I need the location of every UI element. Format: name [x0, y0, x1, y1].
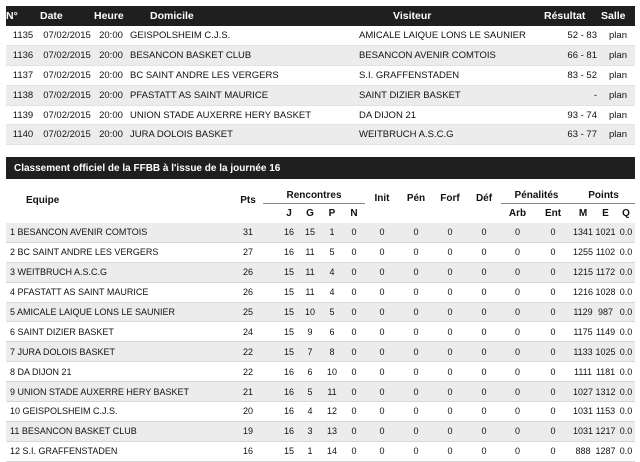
standings-ent: 0	[534, 362, 572, 382]
standings-header-group-row	[6, 179, 635, 204]
standings-ent: 0	[534, 262, 572, 282]
standings-ent: 0	[534, 223, 572, 242]
standings-def: 0	[467, 382, 501, 402]
standings-m: 1341	[572, 223, 594, 242]
header-def: Déf	[475, 193, 493, 204]
match-away-team: AMICALE LAIQUE LONS LE SAUNIER	[341, 26, 544, 45]
standings-j: 16	[279, 402, 299, 422]
standings-forf: 0	[433, 322, 467, 342]
standings-team: 2 BC SAINT ANDRE LES VERGERS	[6, 242, 233, 262]
standings-arb: 0	[501, 262, 534, 282]
standings-row	[6, 362, 635, 382]
standings-pen: 0	[399, 402, 433, 422]
match-row	[6, 45, 635, 65]
standings-row	[6, 342, 635, 362]
match-date: 07/02/2015	[40, 26, 94, 45]
match-row	[6, 65, 635, 85]
standings-e: 1153	[594, 402, 617, 422]
standings-j: 16	[279, 242, 299, 262]
standings-p: 5	[321, 242, 343, 262]
standings-pts: 26	[233, 262, 263, 282]
standings-n: 0	[343, 441, 365, 461]
standings-p: 11	[321, 382, 343, 402]
standings-q: 0.0	[617, 342, 635, 362]
standings-init: 0	[365, 223, 399, 242]
standings-g: 1	[299, 441, 321, 461]
standings-arb: 0	[501, 282, 534, 302]
standings-n: 0	[343, 322, 365, 342]
match-venue-link[interactable]: plan	[601, 26, 635, 45]
standings-m: 1216	[572, 282, 594, 302]
standings-g: 6	[299, 362, 321, 382]
match-away-team: S.I. GRAFFENSTADEN	[341, 65, 544, 85]
spacer-cell	[263, 421, 279, 441]
standings-forf: 0	[433, 223, 467, 242]
standings-row	[6, 441, 635, 461]
match-date: 07/02/2015	[40, 85, 94, 105]
standings-team: 9 UNION STADE AUXERRE HERY BASKET	[6, 382, 233, 402]
standings-def: 0	[467, 421, 501, 441]
standings-pen: 0	[399, 242, 433, 262]
standings-g: 15	[299, 223, 321, 242]
standings-m: 1031	[572, 402, 594, 422]
match-venue-link[interactable]: plan	[601, 85, 635, 105]
standings-p: 14	[321, 441, 343, 461]
standings-n: 0	[343, 382, 365, 402]
standings-j: 15	[279, 282, 299, 302]
match-result: 83 - 52	[544, 65, 601, 85]
standings-forf: 0	[433, 262, 467, 282]
match-result: 93 - 74	[544, 105, 601, 125]
standings-e: 1149	[594, 322, 617, 342]
standings-m: 1215	[572, 262, 594, 282]
header-result: Résultat	[544, 6, 601, 26]
match-away-team: DA DIJON 21	[341, 105, 544, 125]
standings-pts: 27	[233, 242, 263, 262]
standings-team: 3 WEITBRUCH A.S.C.G	[6, 262, 233, 282]
standings-e: 1102	[594, 242, 617, 262]
header-rencontres: Rencontres	[263, 179, 365, 204]
standings-ent: 0	[534, 322, 572, 342]
standings-n: 0	[343, 302, 365, 322]
match-row	[6, 105, 635, 125]
header-pen: Pén	[406, 193, 426, 204]
standings-e: 1217	[594, 421, 617, 441]
standings-init: 0	[365, 302, 399, 322]
standings-pen: 0	[399, 342, 433, 362]
standings-q: 0.0	[617, 421, 635, 441]
standings-q: 0.0	[617, 382, 635, 402]
header-init: Init	[374, 193, 390, 204]
standings-q: 0.0	[617, 402, 635, 422]
standings-q: 0.0	[617, 362, 635, 382]
standings-team: 1 BESANCON AVENIR COMTOIS	[6, 223, 233, 242]
standings-pts: 22	[233, 362, 263, 382]
standings-init: 0	[365, 421, 399, 441]
standings-forf: 0	[433, 242, 467, 262]
header-j: J	[286, 208, 292, 219]
standings-forf: 0	[433, 302, 467, 322]
standings-arb: 0	[501, 441, 534, 461]
header-venue: Salle	[601, 6, 635, 26]
standings-pen: 0	[399, 282, 433, 302]
standings-q: 0.0	[617, 262, 635, 282]
match-result: -	[544, 85, 601, 105]
standings-j: 15	[279, 302, 299, 322]
standings-e: 1287	[594, 441, 617, 461]
standings-ent: 0	[534, 302, 572, 322]
matches-header-row	[6, 6, 635, 26]
match-away-team: BESANCON AVENIR COMTOIS	[341, 45, 544, 65]
standings-g: 11	[299, 262, 321, 282]
standings-n: 0	[343, 242, 365, 262]
standings-arb: 0	[501, 382, 534, 402]
standings-m: 1175	[572, 322, 594, 342]
match-number: 1140	[6, 125, 40, 145]
spacer-cell	[263, 402, 279, 422]
standings-e: 987	[594, 302, 617, 322]
standings-pts: 21	[233, 382, 263, 402]
standings-q: 0.0	[617, 322, 635, 342]
standings-arb: 0	[501, 402, 534, 422]
standings-forf: 0	[433, 282, 467, 302]
match-time: 20:00	[94, 105, 128, 125]
match-row	[6, 125, 635, 145]
header-p: P	[328, 208, 336, 219]
standings-m: 1129	[572, 302, 594, 322]
standings-g: 7	[299, 342, 321, 362]
standings-m: 1255	[572, 242, 594, 262]
standings-j: 15	[279, 441, 299, 461]
match-date: 07/02/2015	[40, 105, 94, 125]
standings-init: 0	[365, 402, 399, 422]
standings-def: 0	[467, 322, 501, 342]
standings-p: 6	[321, 322, 343, 342]
standings-team: 5 AMICALE LAIQUE LONS LE SAUNIER	[6, 302, 233, 322]
header-home: Domicile	[128, 6, 341, 26]
standings-row	[6, 382, 635, 402]
standings-forf: 0	[433, 362, 467, 382]
standings-e: 1312	[594, 382, 617, 402]
header-points: Points	[572, 179, 635, 204]
standings-pen: 0	[399, 362, 433, 382]
standings-pen: 0	[399, 441, 433, 461]
standings-row	[6, 242, 635, 262]
standings-q: 0.0	[617, 302, 635, 322]
standings-forf: 0	[433, 382, 467, 402]
header-m: M	[578, 208, 588, 219]
standings-pen: 0	[399, 421, 433, 441]
standings-def: 0	[467, 242, 501, 262]
match-row	[6, 26, 635, 45]
header-penalites: Pénalités	[501, 179, 572, 204]
standings-j: 16	[279, 421, 299, 441]
standings-q: 0.0	[617, 282, 635, 302]
match-date: 07/02/2015	[40, 45, 94, 65]
header-n: N	[350, 208, 358, 219]
standings-q: 0.0	[617, 441, 635, 461]
standings-def: 0	[467, 262, 501, 282]
standings-p: 4	[321, 262, 343, 282]
standings-def: 0	[467, 441, 501, 461]
standings-e: 1028	[594, 282, 617, 302]
header-ent: Ent	[544, 208, 562, 219]
spacer-cell	[263, 362, 279, 382]
standings-g: 11	[299, 282, 321, 302]
standings-pts: 19	[233, 421, 263, 441]
header-pts: Pts	[240, 194, 256, 206]
header-date: Date	[40, 6, 94, 26]
match-result: 66 - 81	[544, 45, 601, 65]
matches-table	[6, 6, 635, 145]
standings-pts: 22	[233, 342, 263, 362]
standings-m: 1133	[572, 342, 594, 362]
standings-j: 16	[279, 382, 299, 402]
match-time: 20:00	[94, 26, 128, 45]
standings-def: 0	[467, 223, 501, 242]
standings-init: 0	[365, 441, 399, 461]
spacer-cell	[263, 342, 279, 362]
match-result: 63 - 77	[544, 125, 601, 145]
match-home-team: UNION STADE AUXERRE HERY BASKET	[128, 105, 341, 125]
standings-init: 0	[365, 382, 399, 402]
spacer-cell	[263, 223, 279, 242]
header-number: N°	[6, 6, 40, 26]
match-date: 07/02/2015	[40, 65, 94, 85]
standings-init: 0	[365, 362, 399, 382]
standings-pen: 0	[399, 382, 433, 402]
standings-arb: 0	[501, 362, 534, 382]
standings-pts: 24	[233, 322, 263, 342]
standings-row	[6, 402, 635, 422]
standings-n: 0	[343, 342, 365, 362]
standings-pts: 25	[233, 302, 263, 322]
standings-e: 1025	[594, 342, 617, 362]
spacer-cell	[263, 262, 279, 282]
standings-q: 0.0	[617, 223, 635, 242]
standings-forf: 0	[433, 421, 467, 441]
standings-ent: 0	[534, 282, 572, 302]
standings-m: 1111	[572, 362, 594, 382]
standings-ent: 0	[534, 382, 572, 402]
standings-j: 16	[279, 223, 299, 242]
standings-p: 5	[321, 302, 343, 322]
standings-g: 9	[299, 322, 321, 342]
match-time: 20:00	[94, 125, 128, 145]
standings-pen: 0	[399, 223, 433, 242]
spacer-cell	[263, 441, 279, 461]
standings-pts: 26	[233, 282, 263, 302]
match-date: 07/02/2015	[40, 125, 94, 145]
standings-p: 8	[321, 342, 343, 362]
header-team: Equipe	[26, 194, 60, 206]
spacer-cell	[263, 382, 279, 402]
match-away-team: SAINT DIZIER BASKET	[341, 85, 544, 105]
standings-pts: 20	[233, 402, 263, 422]
standings-m: 1027	[572, 382, 594, 402]
standings-forf: 0	[433, 402, 467, 422]
standings-ent: 0	[534, 242, 572, 262]
match-venue-link[interactable]: plan	[601, 105, 635, 125]
standings-team: 7 JURA DOLOIS BASKET	[6, 342, 233, 362]
standings-pts: 16	[233, 441, 263, 461]
spacer-cell	[263, 322, 279, 342]
standings-pen: 0	[399, 262, 433, 282]
standings-e: 1021	[594, 223, 617, 242]
standings-m: 888	[572, 441, 594, 461]
standings-forf: 0	[433, 441, 467, 461]
standings-p: 1	[321, 223, 343, 242]
standings-ent: 0	[534, 402, 572, 422]
match-number: 1136	[6, 45, 40, 65]
standings-team: 4 PFASTATT AS SAINT MAURICE	[6, 282, 233, 302]
standings-init: 0	[365, 242, 399, 262]
match-home-team: GEISPOLSHEIM C.J.S.	[128, 26, 341, 45]
standings-g: 11	[299, 242, 321, 262]
standings-pts: 31	[233, 223, 263, 242]
standings-g: 5	[299, 382, 321, 402]
standings-j: 15	[279, 262, 299, 282]
standings-team: 10 GEISPOLSHEIM C.J.S.	[6, 402, 233, 422]
standings-ent: 0	[534, 441, 572, 461]
match-number: 1137	[6, 65, 40, 85]
standings-e: 1172	[594, 262, 617, 282]
standings-team: 6 SAINT DIZIER BASKET	[6, 322, 233, 342]
match-number: 1139	[6, 105, 40, 125]
standings-arb: 0	[501, 223, 534, 242]
match-time: 20:00	[94, 45, 128, 65]
standings-def: 0	[467, 342, 501, 362]
match-venue-link[interactable]: plan	[601, 45, 635, 65]
match-time: 20:00	[94, 85, 128, 105]
match-number: 1135	[6, 26, 40, 45]
standings-forf: 0	[433, 342, 467, 362]
match-home-team: BESANCON BASKET CLUB	[128, 45, 341, 65]
standings-p: 4	[321, 282, 343, 302]
standings-row	[6, 282, 635, 302]
standings-pen: 0	[399, 322, 433, 342]
standings-ent: 0	[534, 342, 572, 362]
standings-n: 0	[343, 402, 365, 422]
match-row	[6, 85, 635, 105]
standings-row	[6, 262, 635, 282]
header-arb: Arb	[508, 208, 527, 219]
standings-g: 3	[299, 421, 321, 441]
standings-def: 0	[467, 402, 501, 422]
standings-def: 0	[467, 302, 501, 322]
header-time: Heure	[94, 6, 128, 26]
standings-n: 0	[343, 362, 365, 382]
header-forf: Forf	[440, 193, 460, 204]
standings-j: 16	[279, 362, 299, 382]
standings-init: 0	[365, 282, 399, 302]
standings-q: 0.0	[617, 242, 635, 262]
spacer-cell	[263, 242, 279, 262]
standings-j: 15	[279, 342, 299, 362]
standings-n: 0	[343, 262, 365, 282]
match-away-team: WEITBRUCH A.S.C.G	[341, 125, 544, 145]
standings-init: 0	[365, 262, 399, 282]
standings-n: 0	[343, 282, 365, 302]
standings-ent: 0	[534, 421, 572, 441]
standings-arb: 0	[501, 342, 534, 362]
header-e: E	[602, 208, 609, 219]
standings-def: 0	[467, 362, 501, 382]
match-venue-link[interactable]: plan	[601, 65, 635, 85]
header-g: G	[306, 208, 314, 219]
match-home-team: BC SAINT ANDRE LES VERGERS	[128, 65, 341, 85]
standings-arb: 0	[501, 322, 534, 342]
standings-arb: 0	[501, 302, 534, 322]
standings-team: 8 DA DIJON 21	[6, 362, 233, 382]
match-number: 1138	[6, 85, 40, 105]
match-home-team: JURA DOLOIS BASKET	[128, 125, 341, 145]
header-away: Visiteur	[341, 6, 544, 26]
standings-pen: 0	[399, 302, 433, 322]
spacer-cell	[263, 282, 279, 302]
match-home-team: PFASTATT AS SAINT MAURICE	[128, 85, 341, 105]
standings-arb: 0	[501, 421, 534, 441]
standings-p: 13	[321, 421, 343, 441]
spacer-cell	[263, 302, 279, 322]
standings-e: 1181	[594, 362, 617, 382]
standings-init: 0	[365, 322, 399, 342]
standings-team: 11 BESANCON BASKET CLUB	[6, 421, 233, 441]
standings-g: 10	[299, 302, 321, 322]
standings-p: 10	[321, 362, 343, 382]
standings-row	[6, 322, 635, 342]
standings-m: 1031	[572, 421, 594, 441]
match-result: 52 - 83	[544, 26, 601, 45]
standings-table	[6, 157, 635, 462]
standings-n: 0	[343, 421, 365, 441]
standings-n: 0	[343, 223, 365, 242]
standings-init: 0	[365, 342, 399, 362]
standings-arb: 0	[501, 242, 534, 262]
standings-row	[6, 421, 635, 441]
standings-team: 12 S.I. GRAFFENSTADEN	[6, 441, 233, 461]
match-venue-link[interactable]: plan	[601, 125, 635, 145]
standings-j: 15	[279, 322, 299, 342]
header-q: Q	[622, 208, 630, 219]
standings-row	[6, 302, 635, 322]
standings-g: 4	[299, 402, 321, 422]
standings-p: 12	[321, 402, 343, 422]
standings-title: Classement officiel de la FFBB à l'issue de la journée 16	[6, 157, 635, 179]
match-time: 20:00	[94, 65, 128, 85]
standings-row	[6, 223, 635, 242]
standings-def: 0	[467, 282, 501, 302]
